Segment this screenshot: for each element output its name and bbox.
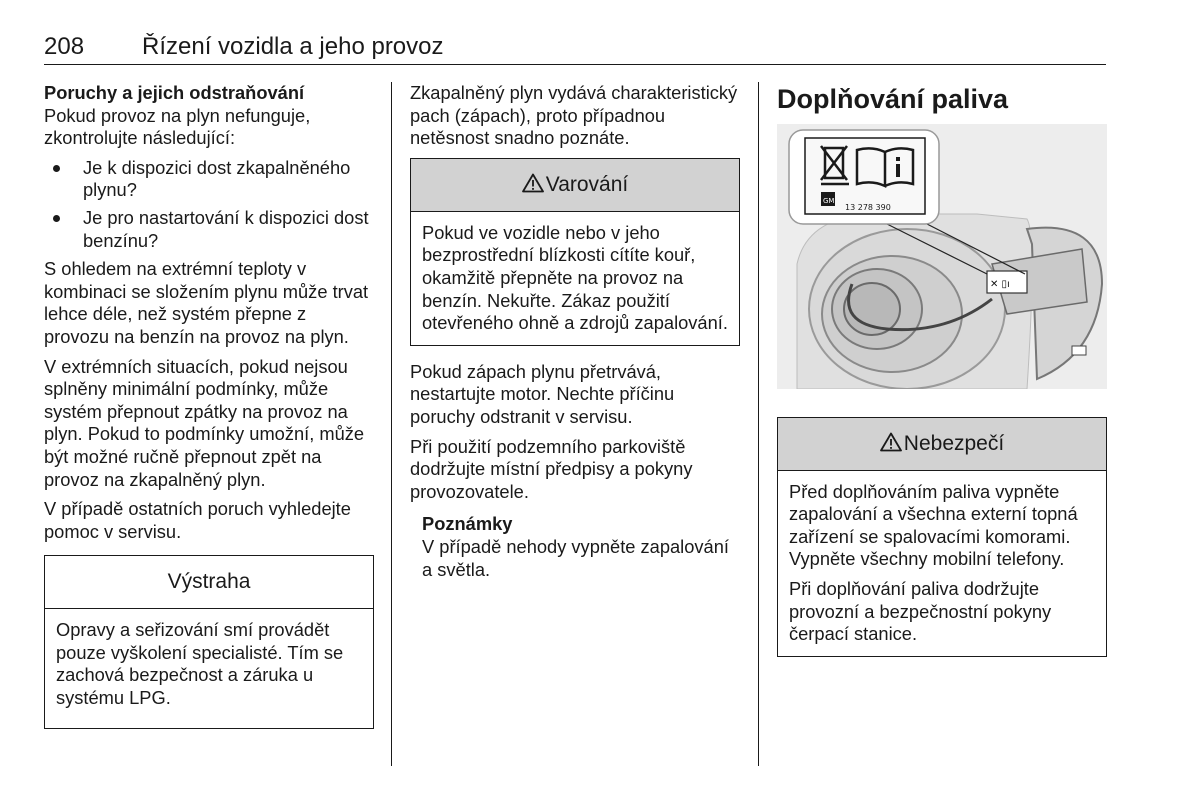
page-title: Řízení vozidla a jeho provoz [142, 33, 444, 60]
danger-box-text: Při doplňování paliva dodržujte provozní a bezpečnostní pokyny čerpací stanice. [789, 577, 1052, 645]
warning-box-text: Pokud ve vozidle nebo v jeho bezprostřední blízkosti cítíte kouř, okamžitě přepněte na provoz na benzín. Nekuřte. Zákaz použití otevřeného ohně a zdrojů zapalování. [422, 221, 728, 334]
caution-box-title: Výstraha [45, 556, 373, 609]
warning-box-header [411, 159, 739, 212]
check-list [44, 157, 374, 252]
column-divider [758, 82, 759, 766]
paragraph: Zkapalněný plyn vydává charakteristický pach (zápach), proto případnou netěsnost snadno poznáte. [410, 82, 738, 149]
paragraph: Při použití podzemního parkoviště dodržujte místní předpisy a pokyny provozovatele. [410, 435, 693, 502]
note-title: Poznámky [422, 513, 513, 535]
paragraph: V případě ostatních poruch vyhledejte pomoc v servisu. [44, 498, 351, 542]
list-item: Je k dispozici dost zkapalněného plynu? [44, 157, 374, 202]
svg-text:✕ ▯ı: ✕ ▯ı [990, 279, 1010, 290]
danger-box-title: Nebezpečí [903, 431, 1005, 455]
page-header [44, 30, 1106, 65]
warning-box-title: Varování [545, 172, 629, 196]
danger-box-header [778, 418, 1106, 471]
column-middle [410, 82, 740, 588]
warning-triangle-icon [522, 173, 544, 193]
section-title: Doplňování paliva [777, 84, 1009, 114]
column-left [44, 82, 374, 729]
note-text: V případě nehody vypněte zapalování a světla. [422, 535, 729, 580]
column-divider [391, 82, 392, 766]
fuel-filler-illustration [777, 124, 1107, 389]
paragraph: V extrémních situacích, pokud nejsou splněny minimální podmínky, může systém přepnout zpátky na provoz na plyn. Pokud to podmínky umožní, může být možné ručně přepnout zpět na provoz na zkapalněný plyn. [44, 355, 365, 490]
note-block [422, 513, 740, 581]
label-code: 13 278 390 [845, 203, 891, 212]
bullet-icon [53, 215, 60, 222]
warning-box [410, 158, 740, 346]
page-number: 208 [44, 33, 85, 60]
danger-box [777, 417, 1107, 657]
paragraph: Pokud zápach plynu přetrvává, nestartujte motor. Nechte příčinu poruchy odstranit v servisu. [410, 360, 675, 427]
column-right [777, 82, 1107, 657]
intro-text: Pokud provoz na plyn nefunguje, zkontrolujte následující: [44, 104, 311, 149]
paragraph: S ohledem na extrémní teploty v kombinaci se složením plynu může trvat lehce déle, než systém přepne z provozu na benzín na provoz na plyn. [44, 258, 369, 347]
warning-triangle-icon [880, 432, 902, 452]
bullet-icon [53, 165, 60, 172]
caution-box [44, 555, 374, 728]
subheading-troubleshooting: Poruchy a jejich odstraňování [44, 82, 305, 103]
caution-box-text: Opravy a seřizování smí provádět pouze vyškolení specialisté. Tím se zachová bezpečnost a záruka u systému LPG. [56, 619, 344, 709]
danger-box-text: Před doplňováním paliva vypněte zapalování a všechna externí topná zařízení se spalovacími komorami. Vypněte všechny mobilní telefony. [789, 480, 1078, 570]
brand-mark-text: GM [823, 197, 835, 205]
list-item: Je pro nastartování k dispozici dost benzínu? [44, 207, 374, 252]
